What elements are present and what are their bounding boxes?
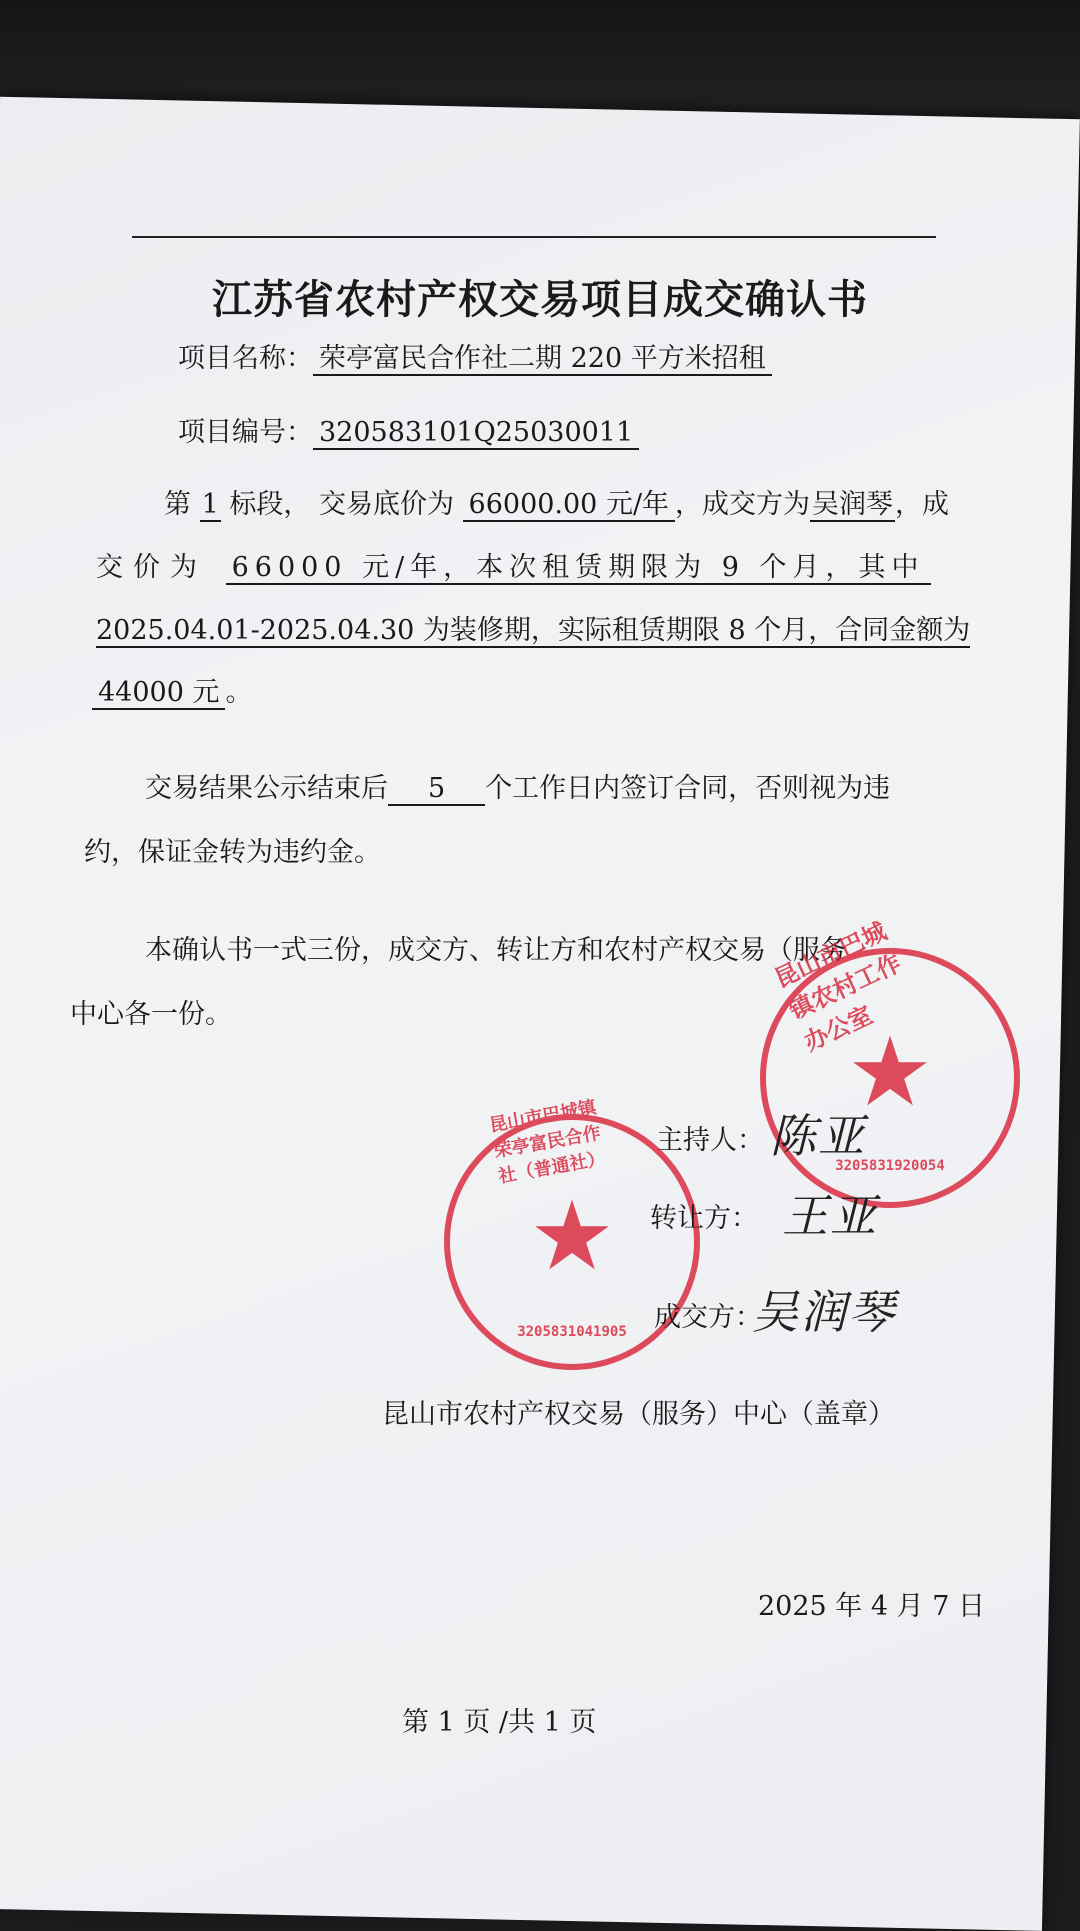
host-signature: 陈亚 [770,1109,866,1163]
text: 第 [164,489,200,520]
transferor-label: 转让方： [650,1203,758,1234]
document-body [0,108,1080,1920]
header-rule [132,236,936,238]
para1-line2 [96,545,931,584]
para1-line1 [164,482,949,521]
project-code-value: 320583101Q25030011 [313,417,639,450]
para2-line2: 约，保证金转为违约金。 [84,837,381,868]
text: ，成交方为 [675,489,811,520]
para1-line4 [92,670,252,709]
para1-line3 [96,608,970,647]
project-code-label: 项目编号： [178,417,313,448]
text: ，成 [895,489,950,520]
contract-amount: 44000 元 [92,677,225,710]
deal-price: 66000 元/年，本次租赁期限为 9 个月，其中 [226,552,931,585]
text: 个工作日内签订合同，否则视为违 [485,773,891,804]
para2-line1 [145,766,890,805]
project-name-row [178,336,772,375]
issue-date: 2025 年 4 月 7 日 [758,1591,985,1622]
text: 交价为 [96,552,226,583]
buyer-label: 成交方： [654,1302,762,1333]
page-footer: 第 1 页 /共 1 页 [402,1707,597,1738]
text: 。 [225,677,253,708]
project-name-label: 项目名称： [178,343,313,374]
seal-ring-text: 昆山市巴城镇荣亭富民合作社（普通社） [487,1096,607,1188]
winner-name: 吴润琴 [812,489,894,520]
seal-code: 3205831041905 [517,1324,627,1340]
base-price: 66000.00 元/年 [463,489,676,522]
seal-star-icon: ★ [846,1016,934,1129]
document-title: 江苏省农村产权交易项目成交确认书 [212,277,868,323]
seal-star-icon: ★ [528,1180,616,1293]
text: 标段， 交易底价为 [220,489,463,520]
buyer-signature: 吴润琴 [752,1285,896,1339]
para3-line1: 本确认书一式三份，成交方、转让方和农村产权交易（服务 [145,935,847,966]
village-office-seal [760,917,1020,1208]
seal-ring-text: 昆山市巴城镇农村工作办公室 [770,917,906,1057]
project-name-value: 荣亭富民合作社二期 220 平方米招租 [313,343,772,376]
para3-line2: 中心各一份。 [70,999,232,1030]
transferor-signature: 王亚 [782,1189,878,1243]
project-code-row [178,410,639,449]
section-number: 1 [201,489,219,520]
working-days: 5 [388,773,485,806]
text: 2025.04.01-2025.04.30 为装修期，实际租赁期限 8 个月，合同金额为 [96,615,971,646]
seal-code: 3205831920054 [835,1158,945,1174]
center-name: 昆山市农村产权交易（服务）中心（盖章） [382,1399,895,1430]
text: 交易结果公示结束后 [145,773,388,804]
host-label: 主持人： [656,1125,764,1156]
